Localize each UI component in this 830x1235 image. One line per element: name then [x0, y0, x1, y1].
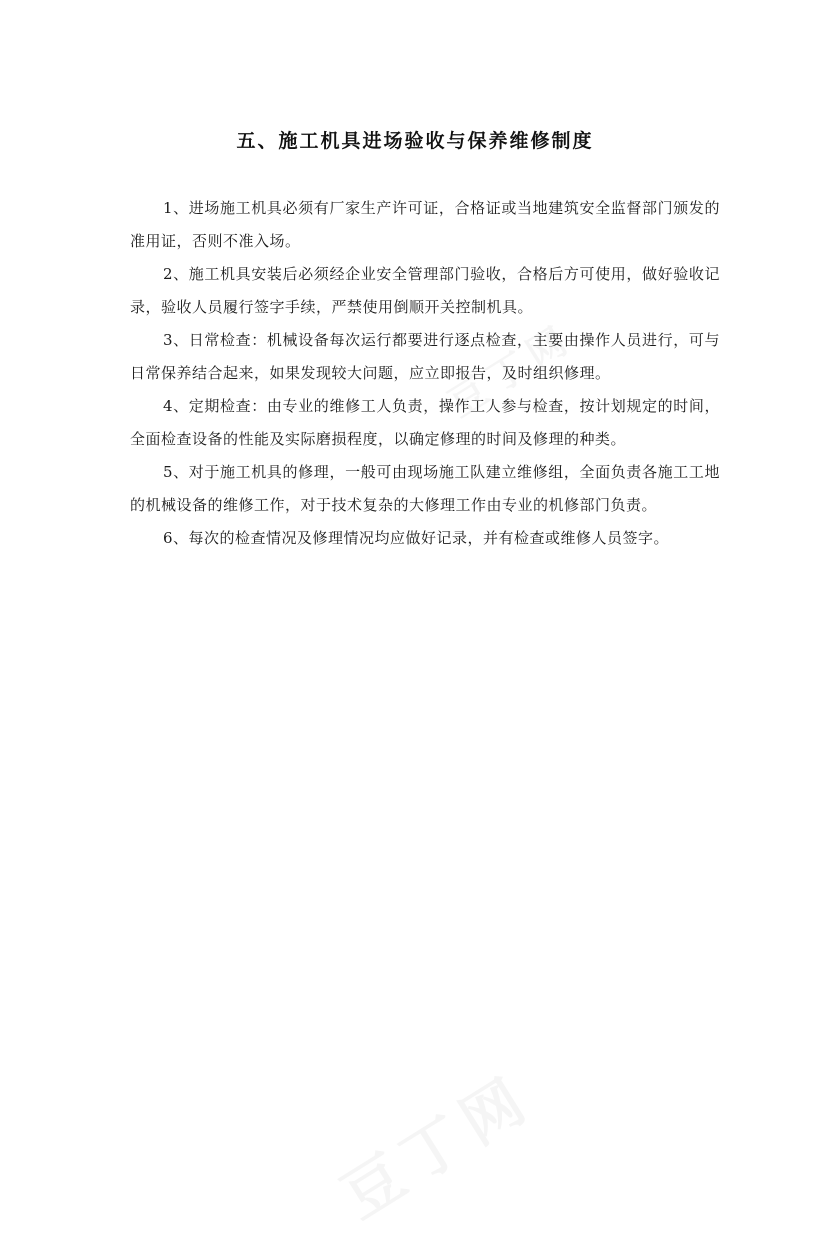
paragraph-6: 6、每次的检查情况及修理情况均应做好记录，并有检查或维修人员签字。 [163, 529, 670, 547]
document-body [130, 192, 720, 555]
document-title: 五、施工机具进场验收与保养维修制度 [236, 130, 594, 152]
watermark-mid: 豆丁网 [440, 315, 582, 426]
paragraph-1: 1、进场施工机具必须有厂家生产许可证，合格证或当地建筑安全监督部门颁发的准用证，否则不准入场。 [130, 199, 720, 250]
watermark-bottom: 豆丁网 [330, 1061, 546, 1233]
paragraph-2: 2、施工机具安装后必须经企业安全管理部门验收，合格后方可使用，做好验收记录，验收人员履行签字手续，严禁使用倒顺开关控制机具。 [130, 265, 720, 316]
paragraph-3: 3、日常检查：机械设备每次运行都要进行逐点检查，主要由操作人员进行，可与日常保养结合起来，如果发现较大问题，应立即报告，及时组织修理。 [130, 331, 720, 382]
paragraph-5: 5、对于施工机具的修理，一般可由现场施工队建立维修组，全面负责各施工工地的机械设备的维修工作，对于技术复杂的大修理工作由专业的机修部门负责。 [130, 463, 720, 514]
paragraph-4: 4、定期检查：由专业的维修工人负责，操作工人参与检查，按计划规定的时间，全面检查设备的性能及实际磨损程度，以确定修理的时间及修理的种类。 [130, 397, 720, 448]
